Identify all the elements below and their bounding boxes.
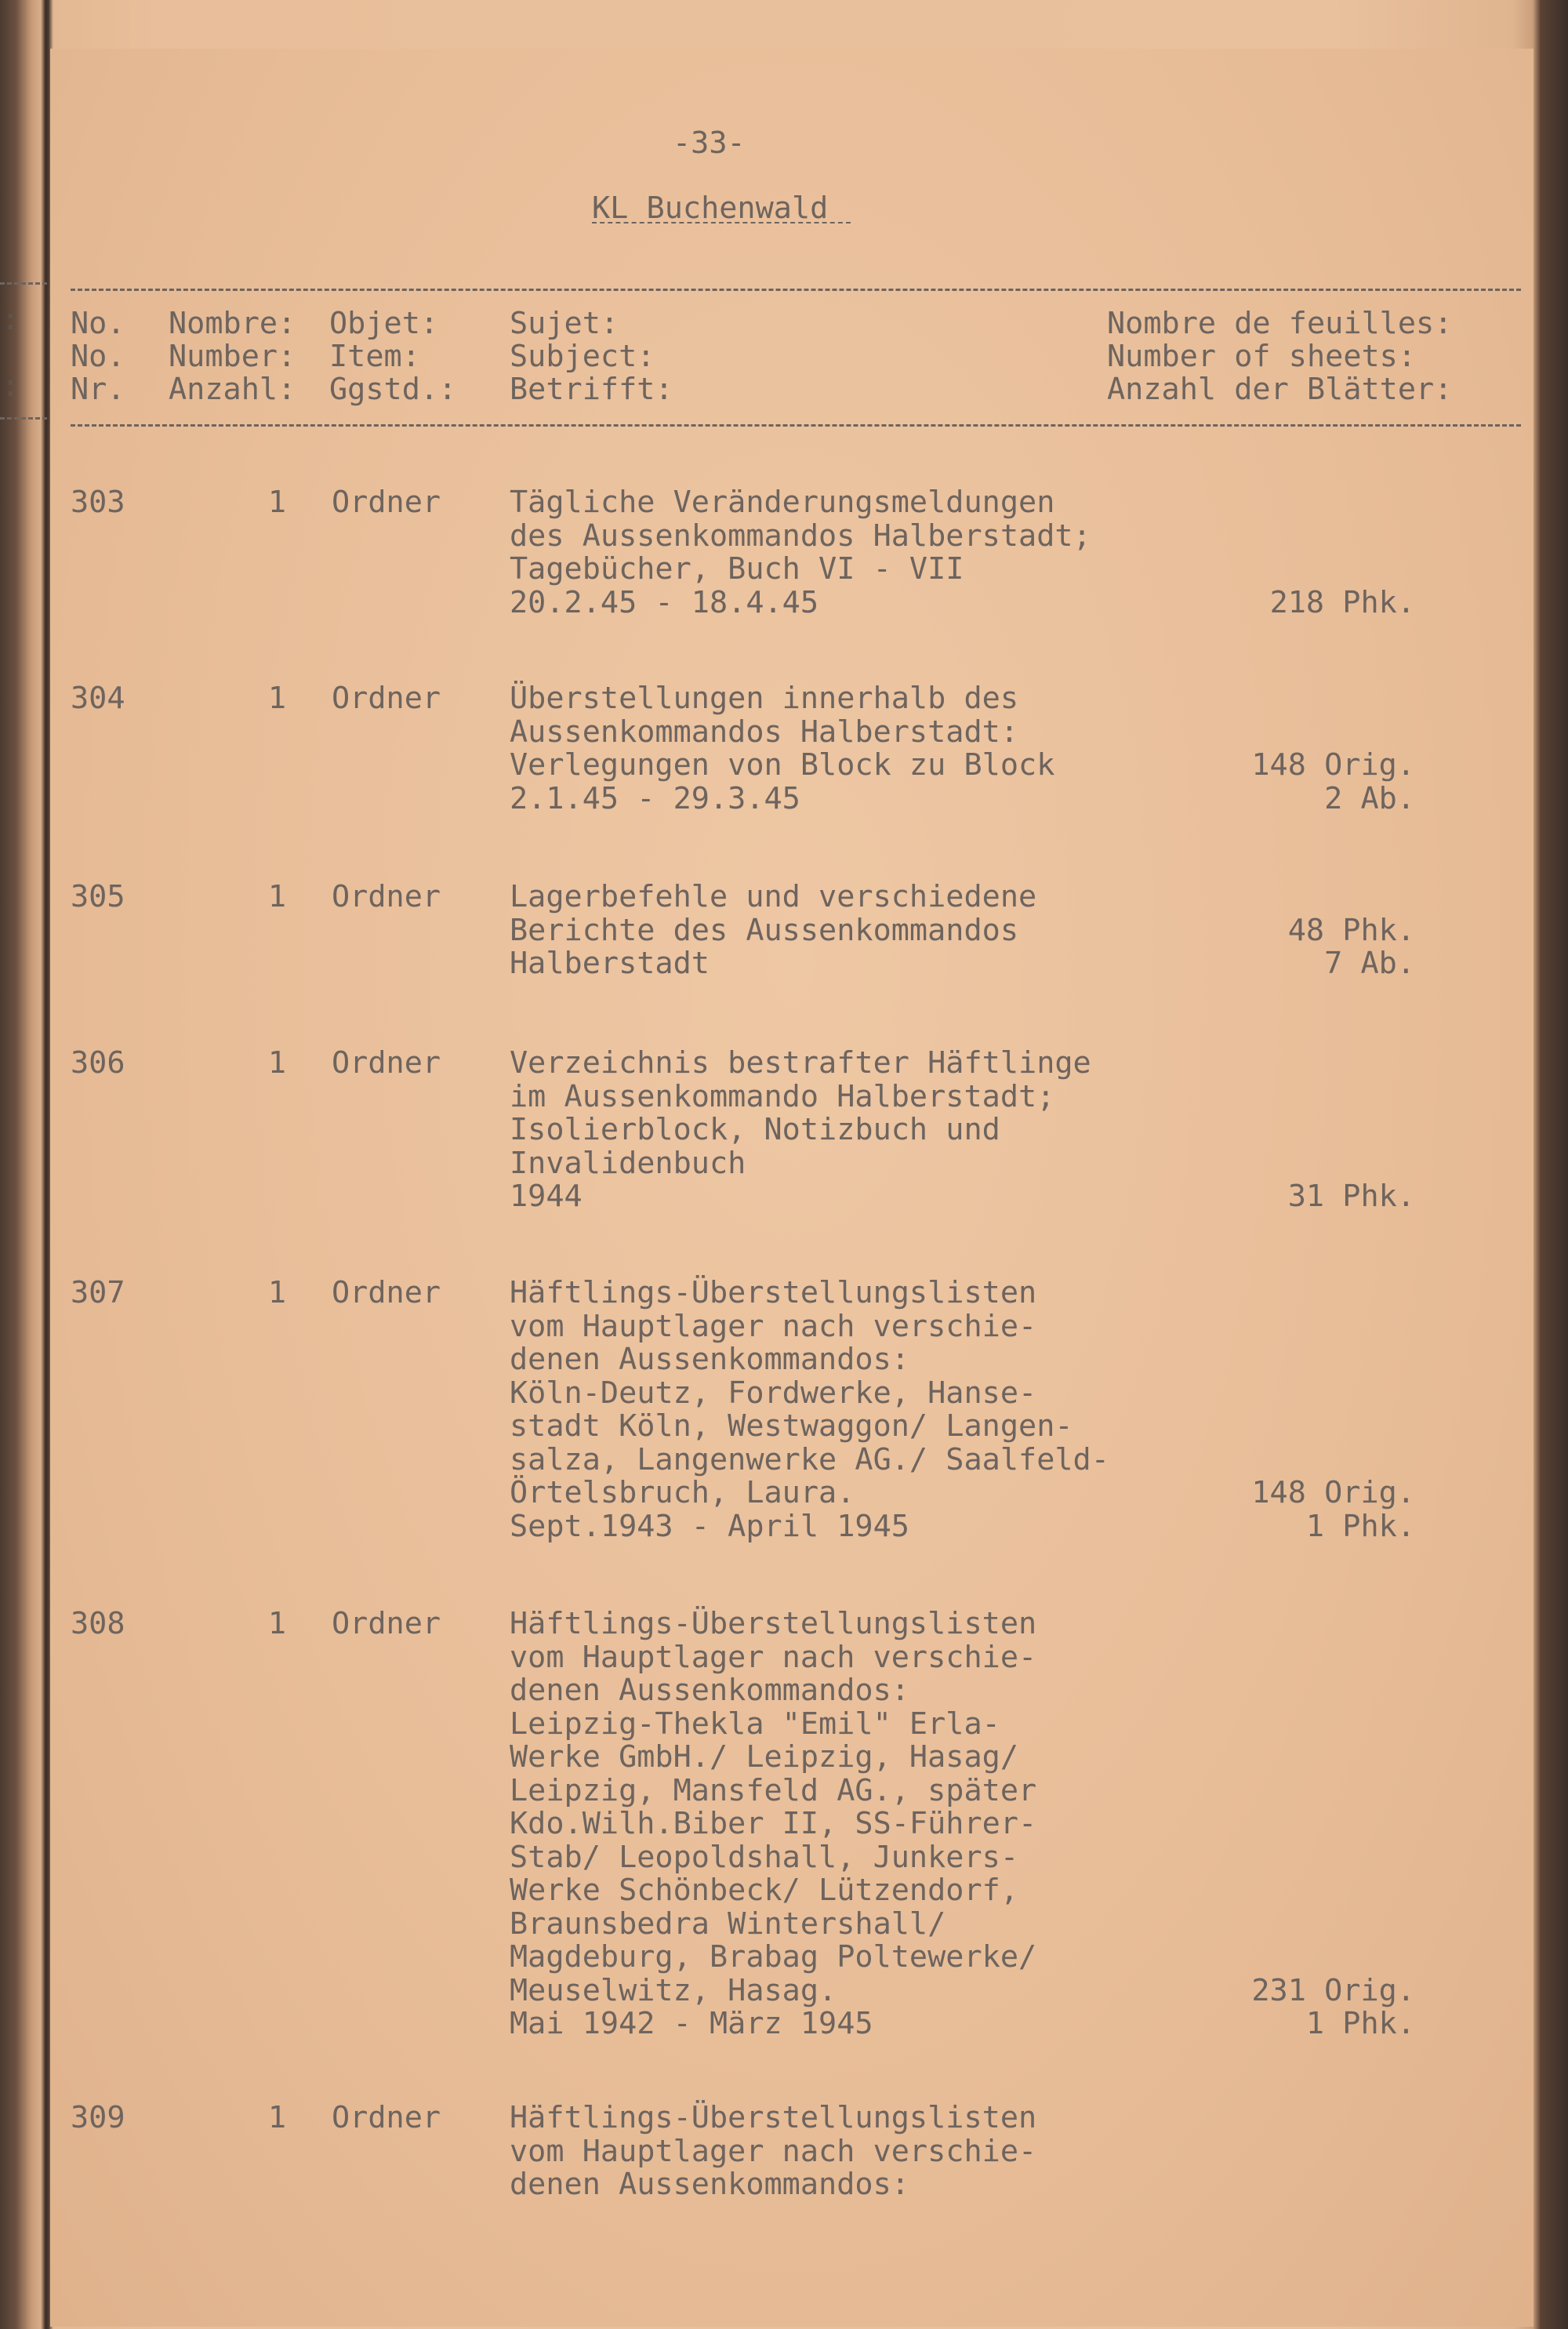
col-item-en: Item:: [329, 339, 420, 374]
entry-subject-line: Isolierblock, Notizbuch und: [510, 1112, 1000, 1147]
entry-number: 307: [71, 1275, 125, 1310]
entry-subject-line: Berichte des Aussenkommandos: [510, 912, 1019, 948]
col-quantity-fr: Nombre:: [169, 306, 296, 341]
entry-item: Ordner: [332, 2100, 441, 2135]
col-quantity-de: Anzahl:: [169, 372, 296, 407]
entry-subject-line: 20.2.45 - 18.4.45: [510, 584, 819, 620]
entry-subject-line: Braunsbedra Wintershall/: [510, 1906, 946, 1942]
entry-sheet-count: 31 Phk.: [1287, 1179, 1415, 1214]
col-sheets-de: Anzahl der Blätter:: [1107, 372, 1453, 407]
col-no-de: Nr.: [71, 372, 125, 407]
left-page-edge-text: :: [2, 302, 20, 336]
col-quantity-en: Number:: [169, 339, 296, 374]
left-edge-rule: [0, 282, 47, 285]
col-item-de: Ggstd.:: [329, 372, 457, 407]
title-underline: [592, 222, 851, 223]
entry-sheet-count: 48 Phk.: [1287, 912, 1415, 948]
col-subject-fr: Sujet:: [510, 306, 619, 341]
col-subject-de: Betrifft:: [510, 372, 673, 407]
entry-sheet-count: 1 Phk.: [1305, 1508, 1415, 1544]
entry-number: 304: [71, 681, 125, 716]
entry-item: Ordner: [332, 1606, 441, 1641]
entry-subject-line: Häftlings-Überstellungslisten: [510, 1275, 1037, 1310]
entry-subject-line: Häftlings-Überstellungslisten: [510, 2100, 1037, 2135]
entry-subject-line: Werke Schönbeck/ Lützendorf,: [510, 1873, 1019, 1908]
page-number: -33-: [673, 125, 746, 161]
entry-sheet-count: 1 Phk.: [1305, 2006, 1415, 2041]
entry-quantity: 1: [267, 1275, 286, 1310]
entry-subject-line: vom Hauptlager nach verschie-: [510, 1308, 1037, 1344]
header-rule-top: [71, 289, 1521, 291]
entry-number: 309: [71, 2100, 125, 2135]
entry-quantity: 1: [267, 681, 286, 716]
entry-subject-line: Verlegungen von Block zu Block: [510, 747, 1055, 783]
entry-subject-line: Örtelsbruch, Laura.: [510, 1475, 855, 1510]
entry-subject-line: denen Aussenkommandos:: [510, 1342, 909, 1377]
entry-subject-line: denen Aussenkommandos:: [510, 1673, 909, 1708]
entry-subject-line: Leipzig, Mansfeld AG., später: [510, 1772, 1037, 1808]
entry-subject-line: Stab/ Leopoldshall, Junkers-: [510, 1839, 1019, 1875]
entry-subject-line: Verzeichnis bestrafter Häftlinge: [510, 1045, 1091, 1081]
entry-sheet-count: 148 Orig.: [1251, 1475, 1415, 1510]
left-page-edge-text: :: [2, 369, 20, 403]
entry-subject-line: Leipzig-Thekla "Emil" Erla-: [510, 1706, 1000, 1742]
entry-subject-line: 1944: [510, 1179, 583, 1214]
entry-quantity: 1: [267, 485, 286, 520]
col-sheets-en: Number of sheets:: [1107, 339, 1417, 374]
entry-sheet-count: 231 Orig.: [1251, 1972, 1415, 2008]
entry-item: Ordner: [332, 1275, 441, 1310]
entry-subject-line: Mai 1942 - März 1945: [510, 2006, 873, 2041]
entry-subject-line: stadt Köln, Westwaggon/ Langen-: [510, 1408, 1073, 1444]
entry-sheet-count: 148 Orig.: [1251, 747, 1415, 783]
entry-subject-line: Häftlings-Überstellungslisten: [510, 1606, 1037, 1641]
entry-subject-line: Invalidenbuch: [510, 1145, 746, 1181]
entry-item: Ordner: [332, 879, 441, 914]
entry-subject-line: Aussenkommandos Halberstadt:: [510, 714, 1019, 750]
entry-item: Ordner: [332, 485, 441, 520]
col-no-fr: No.: [71, 306, 125, 341]
entry-subject-line: Sept.1943 - April 1945: [510, 1508, 909, 1544]
entry-quantity: 1: [267, 879, 286, 914]
entry-subject-line: Werke GmbH./ Leipzig, Hasag/: [510, 1739, 1019, 1775]
entry-subject-line: Tägliche Veränderungsmeldungen: [510, 485, 1055, 520]
entry-sheet-count: 7 Ab.: [1324, 946, 1415, 981]
entry-item: Ordner: [332, 1045, 441, 1081]
entry-number: 305: [71, 879, 125, 914]
entry-subject-line: 2.1.45 - 29.3.45: [510, 780, 800, 816]
col-no-en: No.: [71, 339, 125, 374]
entry-item: Ordner: [332, 681, 441, 716]
col-subject-en: Subject:: [510, 339, 655, 374]
entry-subject-line: Meuselwitz, Hasag.: [510, 1972, 837, 2008]
entry-subject-line: Halberstadt: [510, 946, 710, 981]
entry-subject-line: denen Aussenkommandos:: [510, 2167, 909, 2202]
entry-subject-line: Magdeburg, Brabag Poltewerke/: [510, 1939, 1037, 1975]
entry-sheet-count: 218 Phk.: [1269, 584, 1415, 620]
entry-subject-line: Überstellungen innerhalb des: [510, 681, 1019, 716]
entry-subject-line: im Aussenkommando Halberstadt;: [510, 1078, 1055, 1114]
left-edge-rule: [0, 417, 47, 420]
entry-subject-line: salza, Langenwerke AG./ Saalfeld-: [510, 1441, 1109, 1477]
entry-subject-line: Tagebücher, Buch VI - VII: [510, 551, 964, 587]
col-item-fr: Objet:: [329, 306, 439, 341]
entry-number: 303: [71, 485, 125, 520]
entry-number: 306: [71, 1045, 125, 1081]
entry-quantity: 1: [267, 1606, 286, 1641]
col-sheets-fr: Nombre de feuilles:: [1107, 306, 1453, 341]
entry-quantity: 1: [267, 2100, 286, 2135]
entry-subject-line: Kdo.Wilh.Biber II, SS-Führer-: [510, 1806, 1037, 1841]
entry-subject-line: des Aussenkommandos Halberstadt;: [510, 518, 1091, 554]
entry-sheet-count: 2 Ab.: [1324, 780, 1415, 816]
entry-subject-line: Köln-Deutz, Fordwerke, Hanse-: [510, 1375, 1037, 1411]
entry-subject-line: vom Hauptlager nach verschie-: [510, 1639, 1037, 1675]
entry-subject-line: Lagerbefehle und verschiedene: [510, 879, 1037, 914]
entry-number: 308: [71, 1606, 125, 1641]
header-rule-bottom: [71, 424, 1521, 427]
entry-quantity: 1: [267, 1045, 286, 1081]
document-title: KL Buchenwald: [592, 191, 829, 226]
entry-subject-line: vom Hauptlager nach verschie-: [510, 2133, 1037, 2169]
